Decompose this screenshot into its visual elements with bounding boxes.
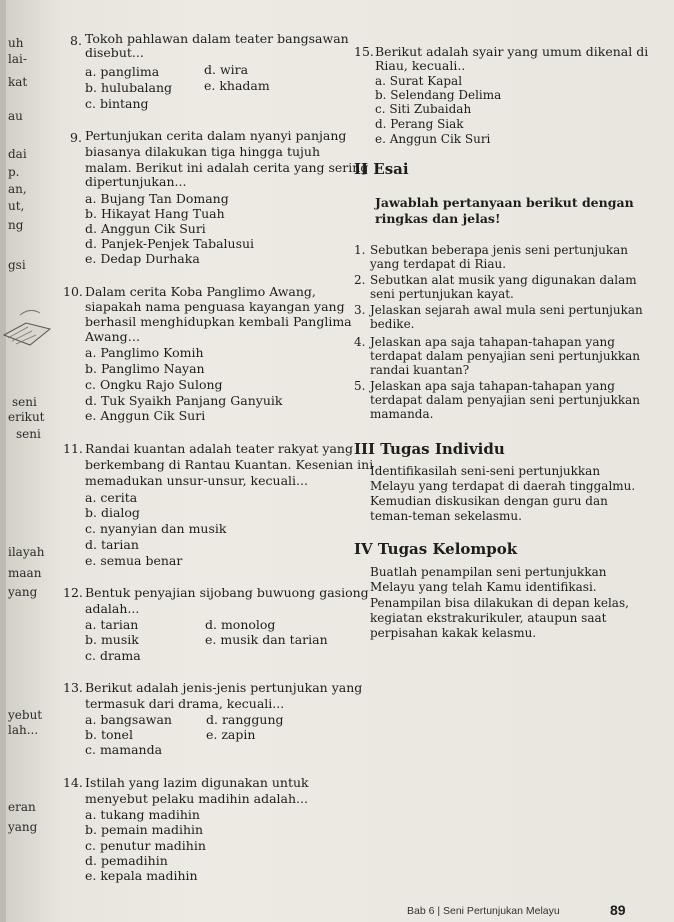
page-gutter [0, 0, 6, 922]
question-text: Bentuk penyajian sijobang buwuong gasiong [85, 585, 369, 600]
essay-number: 3. [354, 303, 366, 317]
answer-option: b. Panglimo Nayan [85, 361, 205, 376]
left-fragment: eran [8, 800, 36, 814]
left-fragment: lah... [8, 723, 39, 737]
left-fragment: seni [16, 427, 41, 441]
answer-option: e. kepala madihin [85, 868, 198, 883]
question-text: adalah... [85, 601, 140, 616]
question-text: dipertunjukan... [85, 174, 187, 189]
answer-option: e. khadam [204, 78, 270, 93]
question-number: 12. [63, 585, 83, 600]
answer-option: a. Surat Kapal [375, 74, 463, 88]
left-fragment: ilayah [8, 545, 45, 559]
task-text: perpisahan kakak kelasmu. [370, 626, 537, 640]
task-text: teman-teman sekelasmu. [370, 509, 522, 523]
question-number: 14. [63, 775, 83, 790]
answer-option: b. Selendang Delima [375, 88, 502, 102]
answer-option: a. cerita [85, 490, 138, 505]
question-number: 10. [63, 284, 83, 299]
answer-option: a. panglima [85, 64, 160, 79]
section-heading: IV Tugas Kelompok [354, 540, 518, 558]
essay-text: mamanda. [370, 407, 434, 421]
answer-option: b. pemain madihin [85, 822, 204, 837]
essay-text: randai kuantan? [370, 363, 470, 377]
left-fragment: yang [8, 820, 38, 834]
answer-option: a. tarian [85, 617, 139, 632]
answer-option: a. Panglimo Komih [85, 345, 204, 360]
answer-option: c. nyanyian dan musik [85, 521, 227, 536]
question-text: Berikut adalah syair yang umum dikenal di [375, 44, 649, 59]
answer-option: d. monolog [205, 617, 276, 632]
task-text: Identifikasilah seni-seni pertunjukkan [370, 464, 601, 478]
essay-text: Jelaskan apa saja tahapan-tahapan yang [370, 379, 615, 393]
task-text: Kemudian diskusikan dengan guru dan [370, 494, 608, 508]
answer-option: b. dialog [85, 505, 140, 520]
essay-text: Sebutkan alat musik yang digunakan dalam [370, 273, 637, 287]
question-text: siapakah nama penguasa kayangan yang [85, 299, 345, 314]
answer-option: c. Ongku Rajo Sulong [85, 377, 223, 392]
left-fragment: yebut [8, 708, 43, 722]
answer-option: d. Perang Siak [375, 117, 464, 131]
question-text: Tokoh pahlawan dalam teater bangsawan [85, 31, 349, 46]
question-number: 8. [70, 33, 82, 48]
task-text: Penampilan bisa dilakukan di depan kelas, [370, 596, 629, 610]
answer-option: c. penutur madihin [85, 838, 206, 853]
task-text: Melayu yang terdapat di daerah tinggalmu. [370, 479, 636, 493]
question-text: berhasil menghidupkan kembali Panglima [85, 314, 352, 329]
answer-option: a. bangsawan [85, 712, 172, 727]
answer-option: d. Tuk Syaikh Panjang Ganyuik [85, 393, 283, 408]
task-text: Buatlah penampilan seni pertunjukkan [370, 565, 607, 579]
answer-option: b. hulubalang [85, 80, 173, 95]
left-fragment: lai- [8, 52, 27, 66]
answer-option: e. semua benar [85, 553, 183, 568]
left-fragment: ng [8, 218, 24, 232]
question-text: biasanya dilakukan tiga hingga tujuh [85, 144, 321, 159]
question-text: termasuk dari drama, kecuali... [85, 696, 285, 711]
question-text: malam. Berikut ini adalah cerita yang sering [85, 160, 369, 175]
answer-option: d. Anggun Cik Suri [85, 221, 206, 236]
essay-text: terdapat dalam penyajian seni pertunjukkan [370, 393, 641, 407]
answer-option: e. musik dan tarian [205, 632, 328, 647]
section-instruction: ringkas dan jelas! [375, 211, 501, 226]
answer-option: d. pemadihin [85, 853, 168, 868]
question-text: menyebut pelaku madihin adalah... [85, 791, 308, 806]
answer-option: c. bintang [85, 96, 149, 111]
answer-option: b. Hikayat Hang Tuah [85, 206, 225, 221]
book-illustration [0, 305, 60, 365]
question-text: Berikut adalah jenis-jenis pertunjukan yang [85, 680, 363, 695]
essay-text: Jelaskan apa saja tahapan-tahapan yang [370, 335, 615, 349]
question-text: berkembang di Rantau Kuantan. Kesenian ini [85, 457, 374, 472]
chapter-footer: Bab 6 | Seni Pertunjukan Melayu [407, 905, 560, 917]
question-number: 11. [63, 441, 83, 456]
question-text: Istilah yang lazim digunakan untuk [85, 775, 309, 790]
answer-option: c. mamanda [85, 742, 163, 757]
page-number: 89 [610, 902, 626, 918]
question-number: 9. [70, 130, 82, 145]
left-fragment: seni [12, 395, 37, 409]
answer-option: e. Dedap Durhaka [85, 251, 200, 266]
left-fragment: erikut [8, 410, 45, 424]
left-fragment: gsi [8, 258, 26, 272]
essay-text: seni pertunjukan kayat. [370, 287, 514, 301]
left-fragment: ut, [8, 199, 25, 213]
essay-number: 1. [354, 243, 366, 257]
answer-option: a. Bujang Tan Domang [85, 191, 229, 206]
question-number: 15. [354, 44, 374, 59]
left-fragment: uh [8, 36, 24, 50]
question-text: Dalam cerita Koba Panglimo Awang, [85, 284, 316, 299]
question-text: Riau, kecuali.. [375, 58, 466, 73]
question-text: Awang… [85, 329, 141, 344]
essay-number: 5. [354, 379, 366, 393]
answer-option: c. drama [85, 648, 141, 663]
section-heading: III Tugas Individu [354, 440, 505, 458]
question-number: 13. [63, 680, 83, 695]
answer-option: c. Siti Zubaidah [375, 102, 472, 116]
answer-option: b. musik [85, 632, 139, 647]
left-fragment: au [8, 109, 23, 123]
answer-option: e. zapin [206, 727, 256, 742]
answer-option: d. wira [204, 62, 249, 77]
left-fragment: an, [8, 182, 27, 196]
left-fragment: p. [8, 165, 20, 179]
essay-text: bedike. [370, 317, 415, 331]
section-instruction: Jawablah pertanyaan berikut dengan [375, 195, 634, 210]
answer-option: d. ranggung [206, 712, 284, 727]
left-fragment: dai [8, 147, 27, 161]
question-text: disebut... [85, 45, 144, 60]
left-fragment: kat [8, 75, 28, 89]
answer-option: e. Anggun Cik Suri [85, 408, 206, 423]
left-fragment: yang [8, 585, 38, 599]
question-text: Randai kuantan adalah teater rakyat yang [85, 441, 353, 456]
answer-option: d. tarian [85, 537, 139, 552]
essay-number: 2. [354, 273, 366, 287]
answer-option: e. Anggun Cik Suri [375, 132, 491, 146]
essay-text: terdapat dalam penyajian seni pertunjukkan [370, 349, 641, 363]
essay-number: 4. [354, 335, 366, 349]
question-text: memadukan unsur-unsur, kecuali... [85, 473, 308, 488]
answer-option: b. tonel [85, 727, 133, 742]
section-heading: II Esai [354, 160, 409, 178]
task-text: Melayu yang telah Kamu identifikasi. [370, 580, 597, 594]
essay-text: yang terdapat di Riau. [370, 257, 507, 271]
answer-option: d. Panjek-Penjek Tabalusui [85, 236, 255, 251]
task-text: kegiatan ekstrakurikuler, ataupun saat [370, 611, 607, 625]
essay-text: Jelaskan sejarah awal mula seni pertunjukan [370, 303, 643, 317]
answer-option: a. tukang madihin [85, 807, 200, 822]
essay-text: Sebutkan beberapa jenis seni pertunjukan [370, 243, 629, 257]
question-text: Pertunjukan cerita dalam nyanyi panjang [85, 128, 347, 143]
left-fragment: maan [8, 566, 42, 580]
